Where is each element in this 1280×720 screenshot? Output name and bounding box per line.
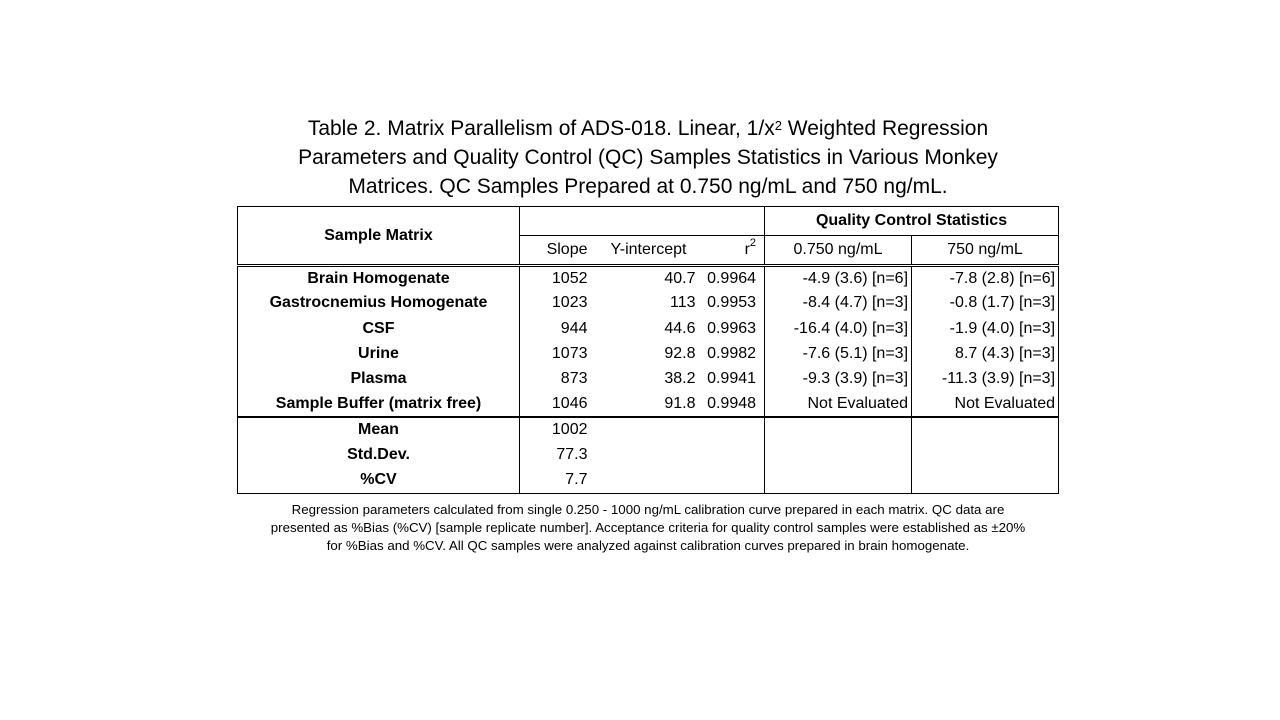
cell-y-intercept: 91.8: [664, 395, 696, 413]
summary-empty-qc-low: [765, 468, 912, 493]
cell-qc-high: Not Evaluated: [912, 392, 1059, 417]
title-line-2: Parameters and Quality Control (QC) Samples Statistics in Various Monkey: [298, 146, 998, 169]
header-qc-group: Quality Control Statistics: [765, 207, 1059, 236]
table-row: [238, 341, 1059, 366]
cell-slope: 1052: [520, 266, 594, 291]
header-sample-matrix: Sample Matrix: [238, 207, 520, 266]
summary-empty-qc-low: [765, 417, 912, 442]
cell-matrix: Brain Homogenate: [238, 266, 520, 291]
cell-r2: 0.9953: [707, 294, 757, 312]
cell-slope: 1046: [520, 392, 594, 417]
cell-qc-high: -0.8 (1.7) [n=3]: [912, 291, 1059, 316]
cell-qc-high: 8.7 (4.3) [n=3]: [912, 341, 1059, 366]
cell-matrix: Gastrocnemius Homogenate: [238, 291, 520, 316]
cell-qc-low: -8.4 (4.7) [n=3]: [765, 291, 912, 316]
summary-empty-qc-high: [912, 468, 1059, 493]
header-slope: Slope: [520, 236, 594, 266]
cell-y-intercept: 44.6: [664, 319, 696, 337]
cell-y-intercept: 38.2: [664, 370, 696, 388]
summary-slope: 7.7: [520, 468, 594, 493]
header-qc-high: 750 ng/mL: [912, 236, 1059, 266]
table-summary: [238, 417, 1059, 493]
cell-matrix: Urine: [238, 341, 520, 366]
title-line-3: Matrices. QC Samples Prepared at 0.750 ng/mL and 750 ng/mL.: [348, 175, 948, 198]
summary-empty-r2: [704, 468, 765, 493]
footnote-line-1: Regression parameters calculated from single 0.250 - 1000 ng/mL calibration curve prepared in each matrix. QC data are: [291, 502, 1005, 517]
cell-qc-high: -1.9 (4.0) [n=3]: [912, 316, 1059, 341]
table-footnote: [236, 501, 1060, 555]
cell-qc-low: -4.9 (3.6) [n=6]: [765, 266, 912, 291]
parallelism-table: [237, 206, 1059, 494]
summary-slope: 77.3: [520, 443, 594, 468]
footnote-line-3: for %Bias and %CV. All QC samples were analyzed against calibration curves prepared in brain homogenate.: [326, 538, 970, 553]
cell-y-intercept: 40.7: [594, 266, 704, 291]
cell-qc-high: -7.8 (2.8) [n=6]: [912, 266, 1059, 291]
cell-r2: 0.9982: [707, 345, 757, 363]
cell-r2: 0.9941: [707, 370, 757, 388]
cell-slope: 944: [520, 316, 594, 341]
summary-label: Mean: [238, 417, 520, 442]
summary-label: %CV: [238, 468, 520, 493]
summary-empty-y: [594, 417, 704, 442]
table-row: [238, 316, 1059, 341]
summary-empty-qc-high: [912, 443, 1059, 468]
title-line-1: Table 2. Matrix Parallelism of ADS-018. Linear, $1/x^2$ Weighted Regression: [307, 117, 989, 140]
summary-label: Std.Dev.: [238, 443, 520, 468]
cell-matrix: Plasma: [238, 367, 520, 392]
cell-qc-low: -16.4 (4.0) [n=3]: [765, 316, 912, 341]
cell-r2: 0.9948: [707, 395, 757, 413]
cell-r2: 0.9964: [704, 266, 765, 291]
summary-empty-r2: [704, 417, 765, 442]
summary-empty-qc-high: [912, 417, 1059, 442]
table-row: [238, 291, 1059, 316]
summary-slope: 1002: [520, 417, 594, 442]
footnote-line-2: presented as %Bias (%CV) [sample replicate number]. Acceptance criteria for quality control samples were established as ±20%: [270, 520, 1026, 535]
table-row: [238, 367, 1059, 392]
table-title: [236, 114, 1060, 201]
table-row: [238, 392, 1059, 417]
cell-slope: 873: [520, 367, 594, 392]
cell-slope: 1023: [520, 291, 594, 316]
summary-empty-r2: [704, 443, 765, 468]
cell-qc-low: Not Evaluated: [765, 392, 912, 417]
summary-empty-y: [594, 468, 704, 493]
header-qc-low: 0.750 ng/mL: [765, 236, 912, 266]
header-y-intercept: Y-intercept: [610, 241, 687, 258]
cell-qc-low: -9.3 (3.9) [n=3]: [765, 367, 912, 392]
summary-row: [238, 443, 1059, 468]
table-body: [238, 266, 1059, 418]
cell-y-intercept: 113: [669, 294, 696, 312]
summary-empty-qc-low: [765, 443, 912, 468]
cell-r2: 0.9963: [707, 319, 757, 337]
cell-matrix: Sample Buffer (matrix free): [238, 392, 520, 417]
table-row: [238, 266, 1059, 291]
cell-y-intercept: 92.8: [664, 345, 696, 363]
header-regression-blank: [520, 207, 765, 236]
cell-qc-low: -7.6 (5.1) [n=3]: [765, 341, 912, 366]
summary-row: [238, 468, 1059, 493]
cell-matrix: CSF: [238, 316, 520, 341]
header-r2: $r^2$: [744, 237, 757, 258]
summary-row: [238, 417, 1059, 442]
cell-qc-high: -11.3 (3.9) [n=3]: [912, 367, 1059, 392]
cell-slope: 1073: [520, 341, 594, 366]
summary-empty-y: [594, 443, 704, 468]
